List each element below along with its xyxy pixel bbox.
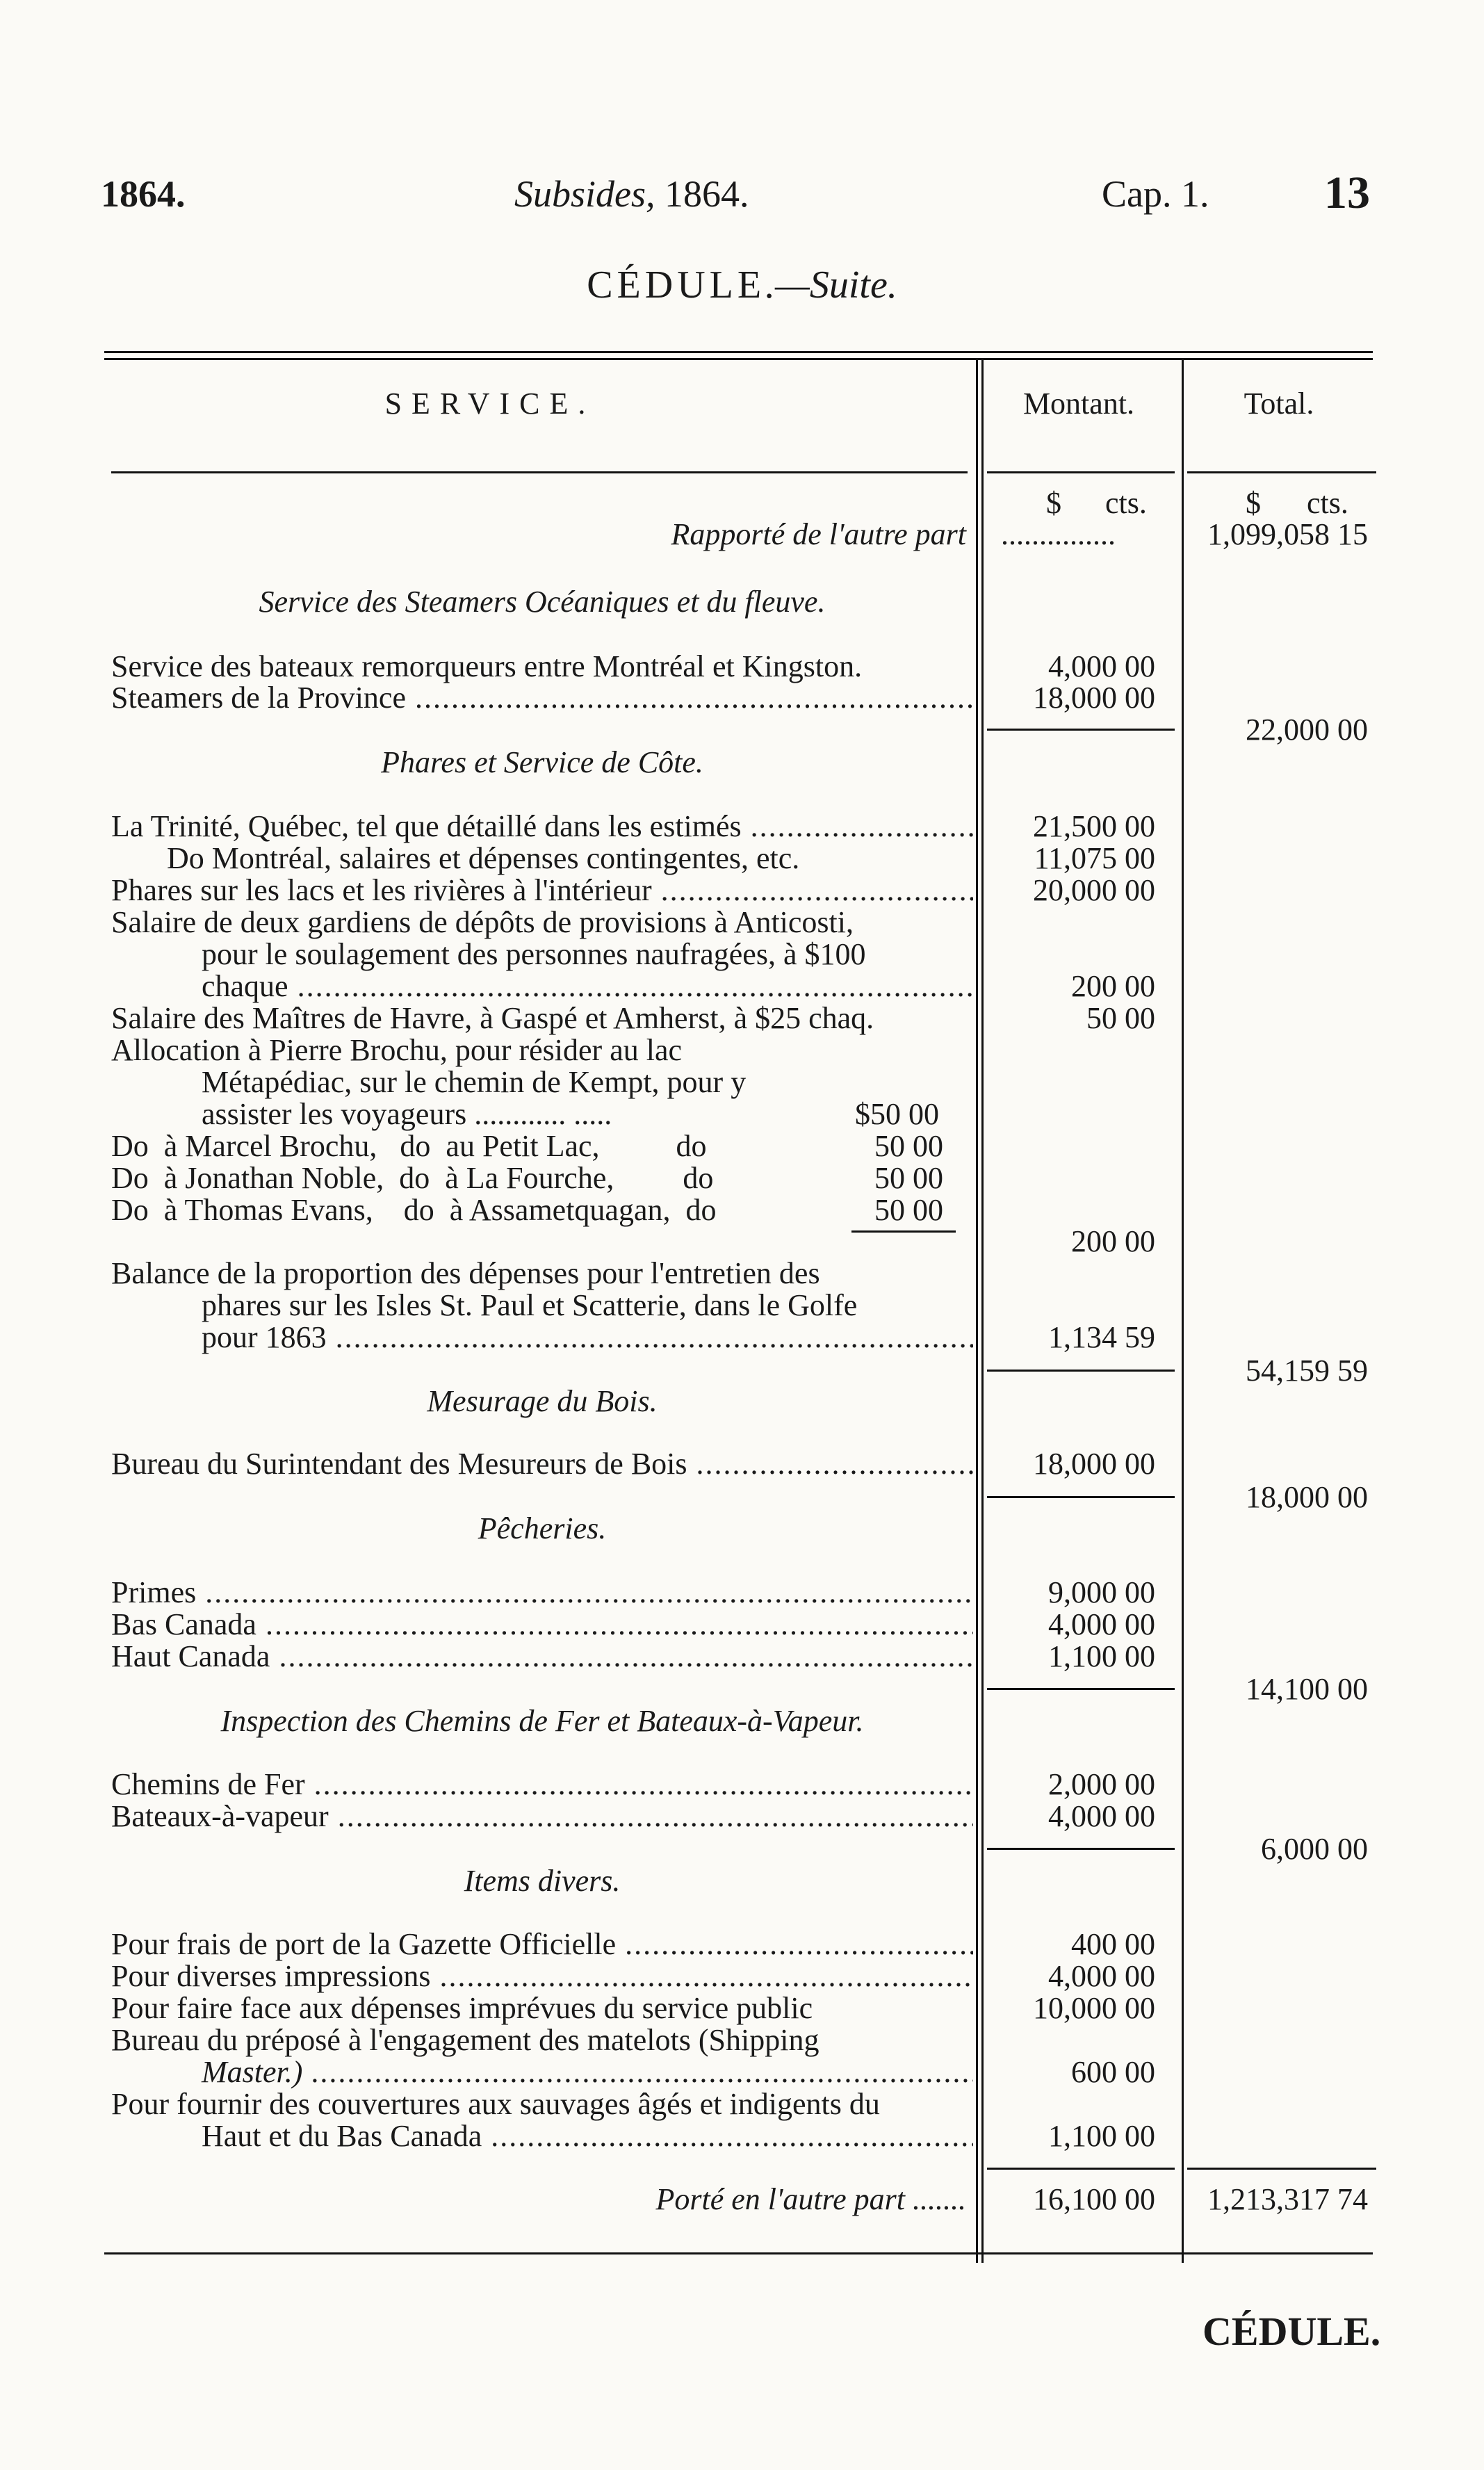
porte-rule-montant	[987, 2168, 1175, 2170]
section-total: 14,100 00	[1246, 1672, 1368, 1706]
service-text: Bateaux-à-vapeur .....	[111, 1800, 973, 1833]
section-title-row	[0, 1385, 1484, 1418]
table-row	[0, 1225, 1484, 1258]
header-bottom-rule-service	[111, 471, 968, 473]
montant-value: 18,000 00	[1033, 681, 1155, 715]
montant-value: 1,100 00	[1048, 2119, 1155, 2153]
porte-label-text: Porté en l'autre part	[655, 2182, 905, 2216]
montant-value: 200 00	[1071, 969, 1155, 1003]
cedule-title	[0, 263, 1484, 307]
table-row	[0, 938, 1484, 971]
section-title-pecheries: Pêcheries.	[478, 1511, 607, 1545]
section-title-steamers: Service des Steamers Océaniques et du fleuve.	[259, 585, 826, 619]
service-text: Bureau du Surintendant des Mesureurs de Bois .....	[111, 1447, 973, 1481]
section-title-phares: Phares et Service de Côte.	[381, 745, 703, 779]
table-row	[0, 650, 1484, 683]
service-text: Haut Canada .....	[111, 1640, 973, 1673]
service-text: Pour fournir des couvertures aux sauvages âgés et indigents du	[111, 2088, 880, 2121]
section-total: 22,000 00	[1246, 713, 1368, 747]
service-text: Pour frais de port de la Gazette Officielle .....	[111, 1928, 973, 1961]
table-row	[0, 681, 1484, 715]
sub-amount: $50 00	[855, 1097, 939, 1131]
montant-value: 2,000 00	[1048, 1767, 1155, 1801]
table-row	[0, 1768, 1484, 1801]
table-row	[0, 1576, 1484, 1609]
table-row	[0, 1960, 1484, 1993]
table-row	[0, 2120, 1484, 2153]
montant-value: 4,000 00	[1048, 1799, 1155, 1833]
table-bottom-rule	[104, 2252, 1373, 2254]
carried-forward-leader: ...............	[1001, 517, 1116, 551]
table-row	[0, 1098, 1484, 1131]
header-bottom-rule-montant	[987, 471, 1175, 473]
section-title-row	[0, 1864, 1484, 1898]
carried-forward-row	[0, 518, 1484, 551]
page-number: 13	[1324, 168, 1370, 218]
service-text: Salaire des Maîtres de Havre, à Gaspé et Amherst, à $25 chaq.	[111, 1002, 874, 1035]
table-row	[0, 1002, 1484, 1035]
montant-dollar-unit: $	[1046, 486, 1061, 520]
service-text: Bureau du préposé à l'engagement des matelots (Shipping	[111, 2024, 820, 2057]
table-row	[0, 1640, 1484, 1673]
service-text: pour le soulagement des personnes naufragées, à $100	[202, 938, 866, 971]
header-title	[514, 172, 749, 216]
table-row	[0, 810, 1484, 843]
service-text-main: assister les voyageurs	[202, 1098, 467, 1131]
service-text: Allocation à Pierre Brochu, pour résider au lac	[111, 1034, 683, 1067]
section-title-inspection: Inspection des Chemins de Fer et Bateaux-à-Vapeur.	[220, 1704, 864, 1738]
carried-forward-total: 1,099,058 15	[1207, 517, 1368, 551]
service-leader: ............ .....	[466, 1098, 612, 1131]
table-row	[0, 2088, 1484, 2121]
footer-cedule: CÉDULE.	[1202, 2309, 1381, 2354]
service-text: Métapédiac, sur le chemin de Kempt, pour y	[202, 1066, 747, 1099]
table-row	[0, 970, 1484, 1003]
service-text: Do Montréal, salaires et dépenses contingentes, etc.	[167, 842, 800, 875]
section-total-row	[0, 1354, 1484, 1388]
section-title-row	[0, 1705, 1484, 1738]
service-text: Chemins de Fer .....	[111, 1768, 973, 1801]
montant-value: 50 00	[1086, 1001, 1155, 1035]
table-row	[0, 1992, 1484, 2025]
montant-value: 20,000 00	[1033, 873, 1155, 907]
service-text: Do à Marcel Brochu, do au Petit Lac, do	[111, 1130, 707, 1163]
header-title-italic: Subsides,	[514, 173, 655, 215]
sub-amount: 50 00	[874, 1129, 943, 1163]
section-title-mesurage: Mesurage du Bois.	[427, 1384, 658, 1418]
service-text: Master.) .....	[111, 2056, 973, 2089]
table-row	[0, 842, 1484, 875]
montant-value: 21,500 00	[1033, 809, 1155, 843]
montant-value: 11,075 00	[1034, 841, 1155, 875]
section-title-row	[0, 585, 1484, 619]
montant-value: 600 00	[1071, 2055, 1155, 2089]
service-text: pour 1863 .....	[111, 1321, 973, 1354]
montant-value: 4,000 00	[1048, 1607, 1155, 1641]
montant-cents-unit: cts.	[1105, 486, 1147, 520]
section-title-row	[0, 746, 1484, 779]
table-row	[0, 1066, 1484, 1099]
porte-row	[0, 2183, 1484, 2216]
service-text: La Trinité, Québec, tel que détaillé dans les estimés .....	[111, 810, 973, 843]
table-row	[0, 1034, 1484, 1067]
section-total: 6,000 00	[1261, 1832, 1368, 1866]
service-text: Bas Canada .....	[111, 1608, 973, 1641]
service-text: Pour diverses impressions .....	[111, 1960, 973, 1993]
service-text: Steamers de la Province .....	[111, 681, 973, 715]
service-text: Do à Jonathan Noble, do à La Fourche, do	[111, 1162, 714, 1195]
montant-value: 200 00	[1071, 1224, 1155, 1258]
section-title-row	[0, 1512, 1484, 1545]
section-total-row	[0, 1673, 1484, 1706]
section-total-row	[0, 1833, 1484, 1866]
table-row	[0, 1928, 1484, 1961]
header-bottom-rule-total	[1187, 471, 1376, 473]
table-row	[0, 906, 1484, 939]
service-text: Phares sur les lacs et les rivières à l'intérieur .....	[111, 874, 973, 907]
porte-montant: 16,100 00	[1033, 2182, 1155, 2216]
montant-value: 18,000 00	[1033, 1447, 1155, 1481]
table-row	[0, 1321, 1484, 1354]
table-row	[0, 874, 1484, 907]
table-row	[0, 2024, 1484, 2057]
cedule-suite: .—Suite.	[765, 263, 897, 307]
montant-value: 1,134 59	[1048, 1320, 1155, 1354]
section-total: 18,000 00	[1246, 1480, 1368, 1514]
service-text: chaque .....	[111, 970, 973, 1003]
montant-value: 9,000 00	[1048, 1575, 1155, 1609]
total-column-header: Total.	[1244, 387, 1314, 421]
header-title-year: 1864.	[655, 173, 749, 215]
table-row	[0, 1800, 1484, 1833]
porte-rule-total	[1187, 2168, 1376, 2170]
table-row	[0, 1194, 1484, 1227]
service-text: Pour faire face aux dépenses imprévues du service public	[111, 1992, 813, 2025]
section-total-row	[0, 1481, 1484, 1514]
sub-amount: 50 00	[874, 1161, 943, 1195]
header-chapter: Cap. 1.	[1102, 173, 1209, 215]
service-text: Do à Thomas Evans, do à Assametquagan, do	[111, 1194, 717, 1227]
section-title-divers: Items divers.	[464, 1864, 621, 1898]
table-row	[0, 1289, 1484, 1322]
table-row	[0, 1608, 1484, 1641]
table-top-rule	[104, 351, 1373, 353]
montant-value: 1,100 00	[1048, 1639, 1155, 1673]
carried-forward-label: Rapporté de l'autre part	[671, 517, 966, 551]
table-row	[0, 1130, 1484, 1163]
service-text: phares sur les Isles St. Paul et Scatterie, dans le Golfe	[202, 1289, 858, 1322]
section-total: 54,159 59	[1246, 1354, 1368, 1388]
service-text	[111, 1098, 848, 1131]
units-row	[0, 487, 1484, 520]
section-total-row	[0, 713, 1484, 747]
service-text: Haut et du Bas Canada .....	[111, 2120, 973, 2153]
total-cents-unit: cts.	[1307, 486, 1348, 520]
montant-column-header: Montant.	[1022, 387, 1135, 421]
cedule-word: CÉDULE	[587, 263, 766, 307]
service-text: Salaire de deux gardiens de dépôts de provisions à Anticosti,	[111, 906, 854, 939]
service-text: Balance de la proportion des dépenses pour l'entretien des	[111, 1257, 820, 1290]
porte-total: 1,213,317 74	[1207, 2182, 1368, 2216]
table-row	[0, 2056, 1484, 2089]
header-year: 1864.	[101, 173, 186, 215]
montant-value: 10,000 00	[1033, 1991, 1155, 2025]
service-text: Service des bateaux remorqueurs entre Montréal et Kingston.	[111, 650, 863, 683]
montant-value: 4,000 00	[1048, 649, 1155, 683]
montant-value: 400 00	[1071, 1927, 1155, 1961]
montant-value: 4,000 00	[1048, 1959, 1155, 1993]
service-column-header: SERVICE.	[384, 387, 596, 421]
porte-label: Porté en l'autre part .......	[655, 2182, 966, 2216]
total-dollar-unit: $	[1246, 486, 1261, 520]
sub-amount: 50 00	[874, 1193, 943, 1227]
service-text: Primes .....	[111, 1576, 973, 1609]
table-row	[0, 1162, 1484, 1195]
table-row	[0, 1257, 1484, 1290]
table-row	[0, 1447, 1484, 1481]
